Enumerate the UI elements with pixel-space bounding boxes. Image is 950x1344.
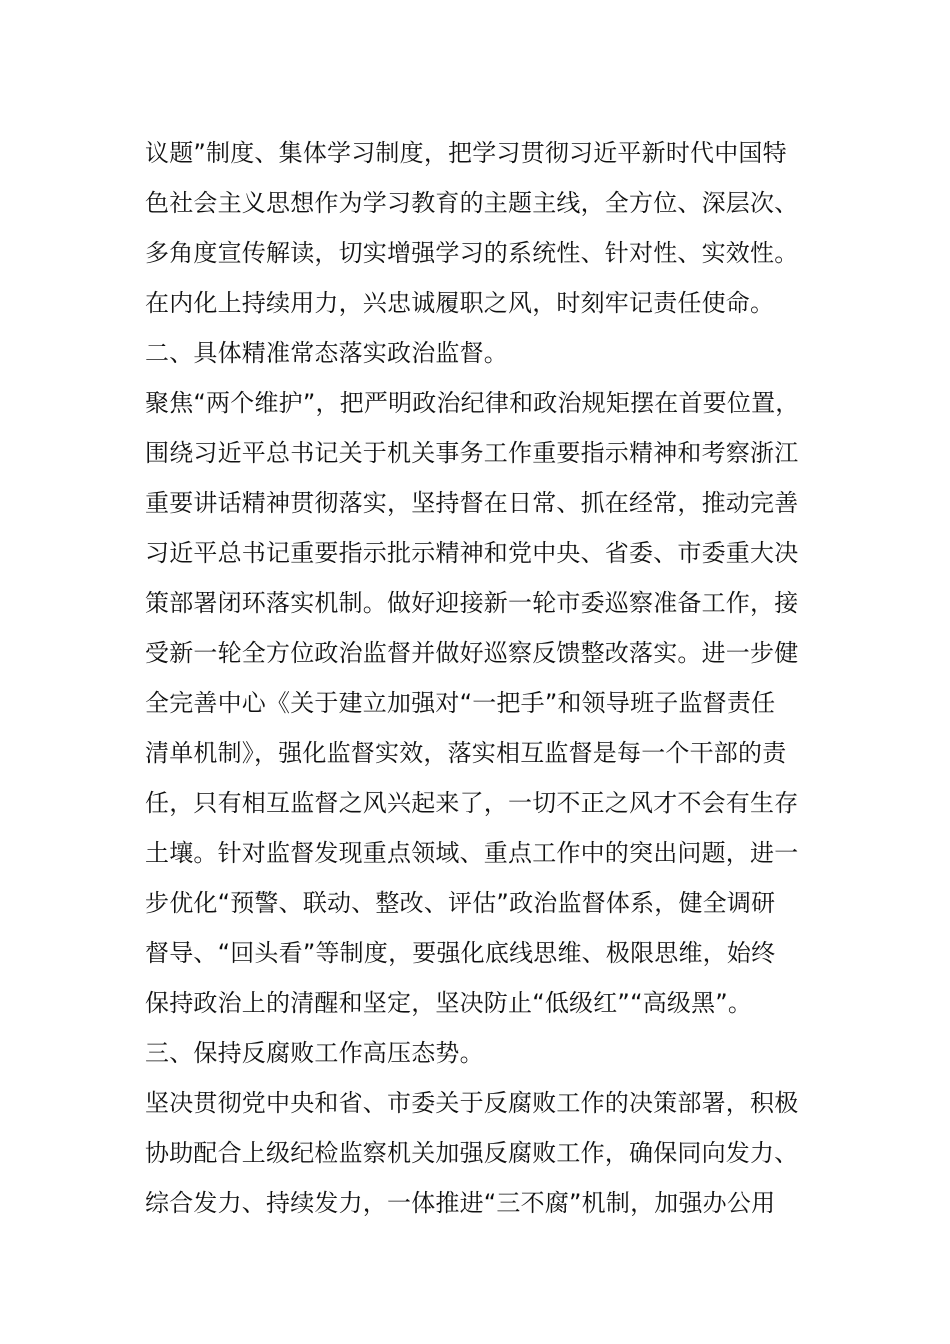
text-line: 策部署闭环落实机制。做好迎接新一轮市委巡察准备工作，接	[145, 589, 799, 617]
text-line: 多角度宣传解读，切实增强学习的系统性、针对性、实效性。	[145, 239, 799, 267]
text-line: 协助配合上级纪检监察机关加强反腐败工作，确保同向发力、	[145, 1139, 799, 1167]
text-line: 督导、“回头看”等制度，要强化底线思维、极限思维，始终	[145, 939, 776, 967]
text-line: 聚焦“两个维护”，把严明政治纪律和政治规矩摆在首要位置，	[145, 389, 800, 417]
text-line: 围绕习近平总书记关于机关事务工作重要指示精神和考察浙江	[145, 439, 799, 467]
text-line: 重要讲话精神贯彻落实，坚持督在日常、抓在经常，推动完善	[145, 489, 799, 517]
text-line: 清单机制》，强化监督实效，落实相互监督是每一个干部的责	[145, 739, 787, 767]
text-line: 步优化“预警、联动、整改、评估”政治监督体系，健全调研	[145, 889, 776, 917]
section-heading: 三、保持反腐败工作高压态势。	[145, 1039, 484, 1067]
text-line: 保持政治上的清醒和坚定，坚决防止“低级红”“高级黑”。	[145, 989, 753, 1017]
text-line: 任，只有相互监督之风兴起来了，一切不正之风才不会有生存	[145, 789, 799, 817]
text-line: 在内化上持续用力，兴忠诚履职之风，时刻牢记责任使命。	[145, 289, 775, 317]
text-line: 坚决贯彻党中央和省、市委关于反腐败工作的决策部署，积极	[145, 1089, 799, 1117]
text-line: 色社会主义思想作为学习教育的主题主线，全方位、深层次、	[145, 189, 799, 217]
text-line: 受新一轮全方位政治监督并做好巡察反馈整改落实。进一步健	[145, 639, 799, 667]
section-heading: 二、具体精准常态落实政治监督。	[145, 339, 508, 367]
text-line: 全完善中心《关于建立加强对“一把手”和领导班子监督责任	[145, 689, 776, 717]
document-body	[145, 128, 815, 1228]
text-line: 议题”制度、集体学习制度，把学习贯彻习近平新时代中国特	[145, 139, 787, 167]
text-line: 土壤。针对监督发现重点领域、重点工作中的突出问题，进一	[145, 839, 799, 867]
text-line: 习近平总书记重要指示批示精神和党中央、省委、市委重大决	[145, 539, 799, 567]
text-line: 综合发力、持续发力，一体推进“三不腐”机制，加强办公用	[145, 1189, 776, 1217]
